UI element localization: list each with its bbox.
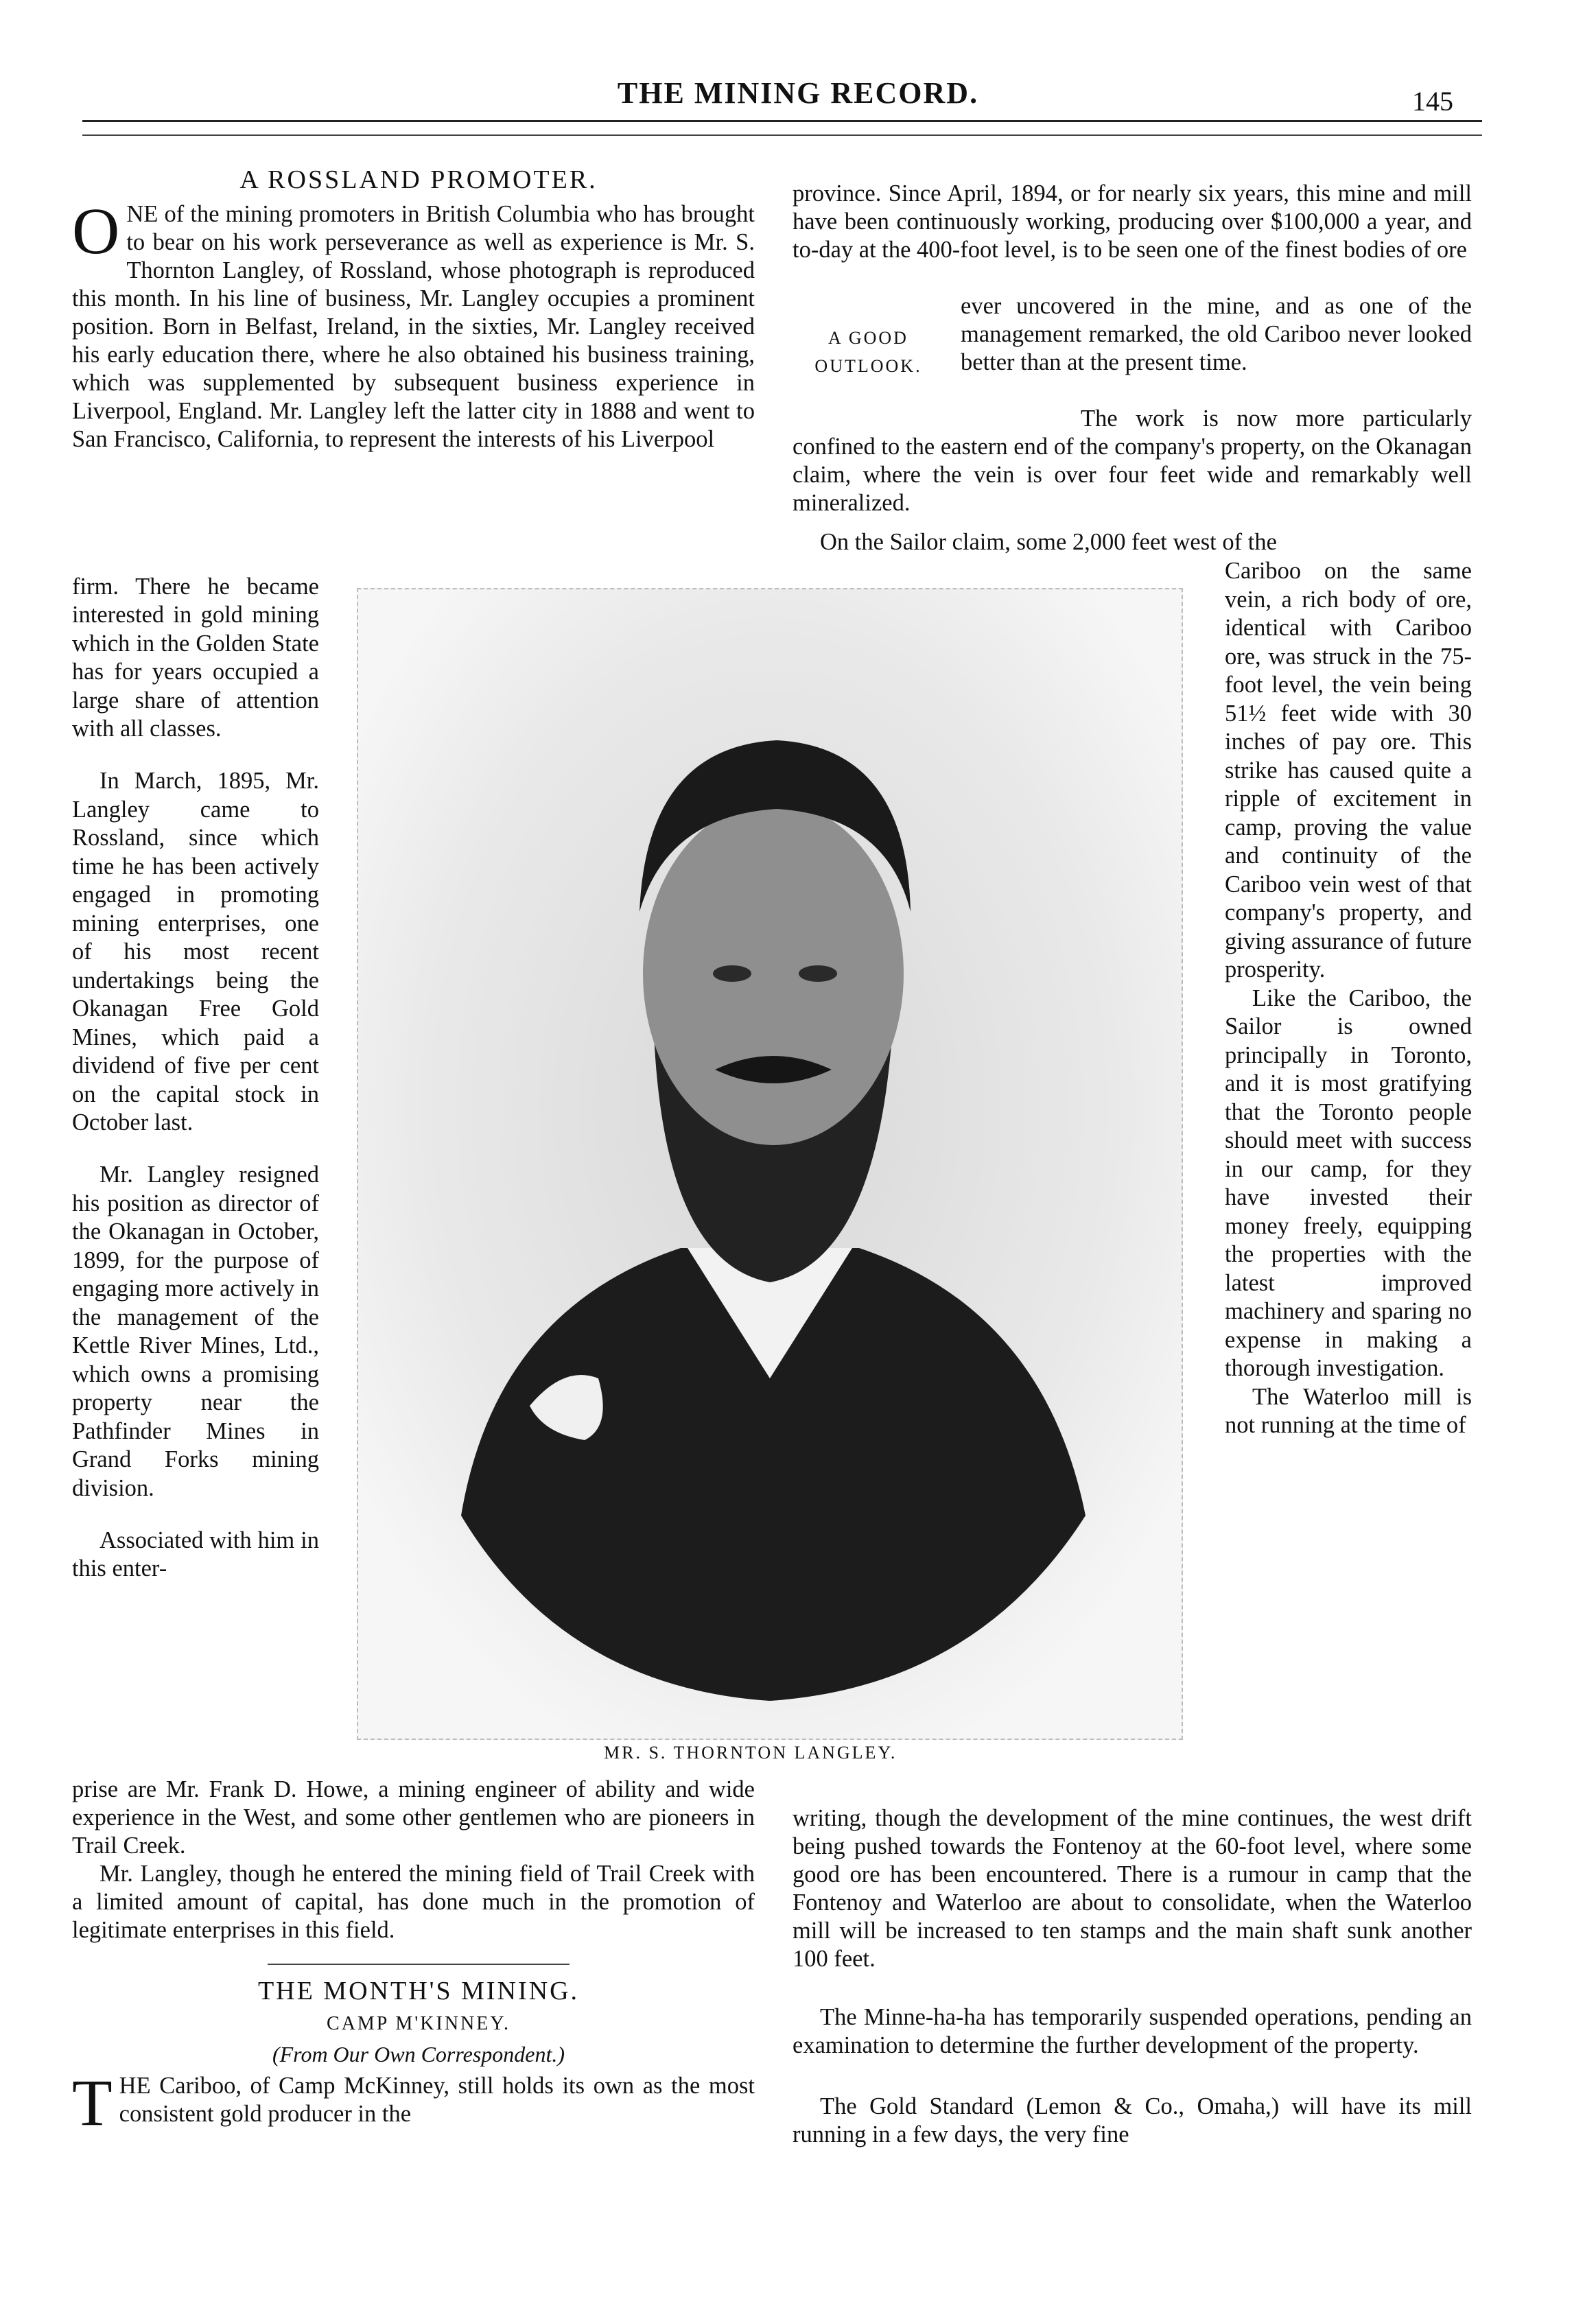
running-header-title: THE MINING RECORD. <box>617 76 979 110</box>
right-p1-side: ever uncovered in the mine, and as one of the management remarked, the old Cariboo never looked better than at the present time. <box>961 293 1472 375</box>
article1-narrow-column <box>72 549 319 1607</box>
header-rule <box>82 120 1482 122</box>
article2-byline: (From Our Own Correspondent.) <box>272 2042 565 2067</box>
article-title-months-mining: THE MONTH'S MINING. <box>257 1977 580 2005</box>
article1-paragraph-2: In March, 1895, Mr. Langley came to Rossland, since which time he has been actively engaged in promoting mining enterprises, one of his most recent undertakings being the Okanagan Free Gold Mines, which paid a dividend of five per cent on the capital stock in October last. <box>72 768 319 1135</box>
article1-dropcap: O <box>72 194 120 268</box>
article1-paragraph-3: Mr. Langley resigned his position as director of the Okanagan in October, 1899, for the purpose of engaging more actively in the management of the Kettle River Mines, Ltd., which owns a promising property near the Pathfinder Mines in Grand Forks mining division. <box>72 1162 319 1501</box>
right-p5: The Minne-ha-ha has temporarily suspended operations, pending an examination to determine the further development of the property. <box>793 2004 1472 2058</box>
photo-caption: MR. S. THORNTON LANGLEY. <box>604 1743 897 1763</box>
article-title-rossland-promoter: A ROSSLAND PROMOTER. <box>239 165 598 194</box>
page-number: 145 <box>1412 86 1453 117</box>
article1-intro-text: NE of the mining promoters in British Columbia who has brought to bear on his work perseverance as well as experience is Mr. S. Thornton Langley, of Rossland, whose photograph is reproduced this month. In his line of business, Mr. Langley occupies a prominent position. Born in Belfast, Ireland, in the sixties, Mr. Langley received his early education there, where he also obtained his business training, which was supplemented by subsequent business experience in Liverpool, England. Mr. Langley left the latter city in 1888 and went to San Francisco, California, to represent the interests of his Liverpool <box>72 201 755 452</box>
article1-paragraph-4-cont: prise are Mr. Frank D. Howe, a mining engineer of ability and wide experience in the West, and some other gentlemen who are pioneers in Trail Creek. <box>72 1776 755 1859</box>
marginal-note-line-2: OUTLOOK. <box>814 356 922 376</box>
right-p2-top: On the Sailor claim, some 2,000 feet west of the <box>820 529 1277 555</box>
marginal-note <box>795 324 942 380</box>
article2-subtitle: CAMP M'KINNEY. <box>327 2013 511 2034</box>
article1-intro <box>72 194 755 454</box>
right-p2-narrow: Cariboo on the same vein, a rich body of ore, identical with Cariboo ore, was struck in the 75-foot level, the vein being 51½ feet wide with 30 inches of pay ore. This strike has caused quite a ripple of excitement in camp, proving the value and continuity of the Cariboo vein west of that company's property, and giving assurance of future prosperity. <box>1225 558 1472 982</box>
right-narrow-column <box>1225 557 1472 1440</box>
right-p4-wide: writing, though the development of the mine continues, the west drift being pushed towards the Fontenoy at the 60-foot level, where some good ore has been encountered. There is a rumour in camp that the Fontenoy and Waterloo are about to consolidate, when the Waterloo mill will be increased to ten stamps and the main shaft sunk another 100 feet. <box>793 1805 1472 1972</box>
section-divider <box>268 1964 570 1965</box>
right-p1-top: province. Since April, 1894, or for nearly six years, this mine and mill have been continuously working, producing over $100,000 a year, and to-day at the 400-foot level, is to be seen one of the finest bodies of ore <box>793 180 1472 263</box>
article1-paragraph-4-start: Associated with him in this enter- <box>72 1527 319 1581</box>
article1-paragraph-5: Mr. Langley, though he entered the mining field of Trail Creek with a limited amount of capital, has done much in the promotion of legitimate enterprises in this field. <box>72 1861 755 1943</box>
article1-closing <box>72 1776 755 1944</box>
right-p6: The Gold Standard (Lemon & Co., Omaha,) will have its mill running in a few days, the very fine <box>793 2093 1472 2147</box>
header-rule-secondary <box>82 134 1482 136</box>
article2-intro-text: HE Cariboo, of Camp McKinney, still holds its own as the most consistent gold producer in the <box>119 2073 755 2127</box>
article2-dropcap: T <box>72 2066 113 2139</box>
right-p3-narrow: Like the Cariboo, the Sailor is owned principally in Toronto, and it is most gratifying that the Toronto people should meet with success in our camp, for they have invested their money freely, equipping the properties with the latest improved machinery and sparing no expense in making a thorough investigation. <box>1225 985 1472 1381</box>
portrait-illustration <box>358 589 1182 1739</box>
article2-intro <box>72 2066 755 2139</box>
article1-paragraph-1: firm. There he became interested in gold mining which in the Golden State has for years occupied a large share of attention with all classes. <box>72 573 319 742</box>
portrait-photo <box>357 588 1183 1740</box>
marginal-note-line-1: A GOOD <box>828 328 908 348</box>
right-p4-narrow: The Waterloo mill is not running at the time of <box>1225 1383 1472 1438</box>
right-p1-rest: The work is now more particularly confined to the eastern end of the company's property, on the Okanagan claim, where the vein is over four feet wide and remarkably well mineralized. <box>793 405 1472 516</box>
